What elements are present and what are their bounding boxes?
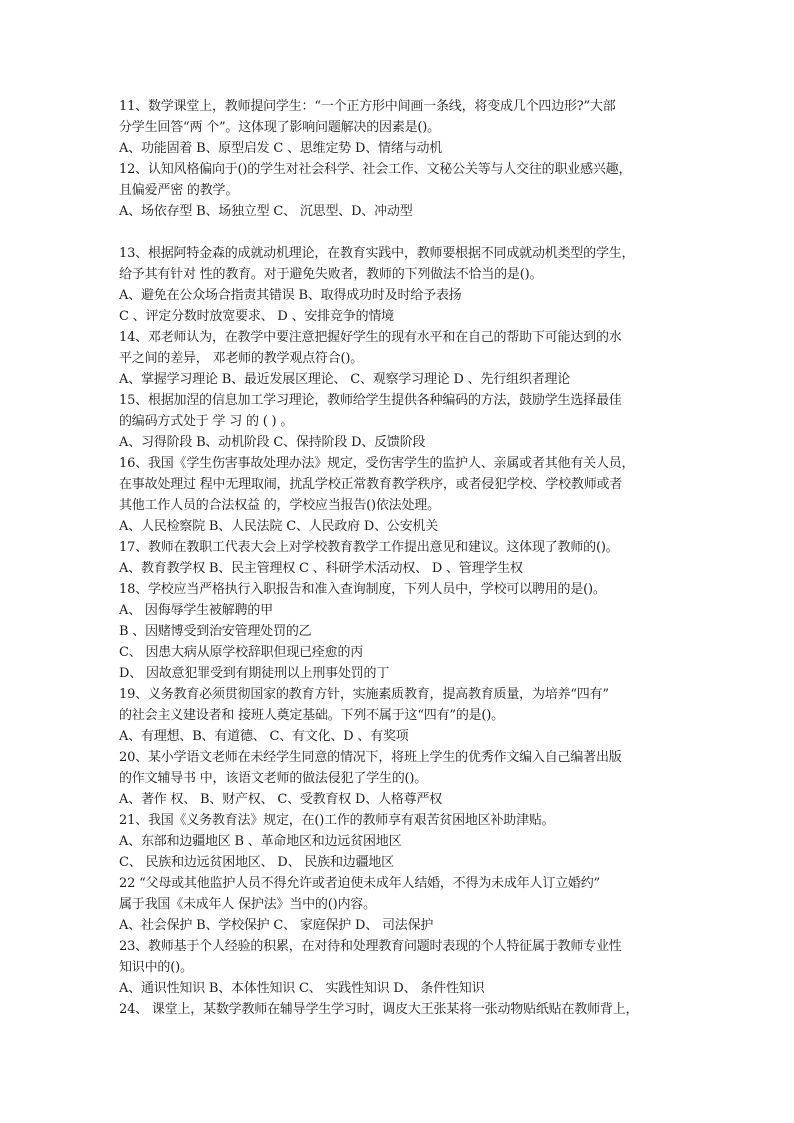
- text-line: A、功能固着 B、原型启发 C 、思维定势 D、情绪与动机: [119, 141, 443, 156]
- text-line: C 、评定分数时放宽要求、 D 、安排竞争的情境: [119, 309, 394, 324]
- text-line: 其他工作人员的合法权益 的，学校应当报告()依法处理。: [119, 498, 440, 513]
- text-line: 且偏爱严密 的教学。: [119, 183, 239, 198]
- document-page: [119, 96, 685, 1020]
- text-line: 在事故处理过 程中无理取闹，扰乱学校正常教育教学秩序，或者侵犯学校、学校教师或者: [119, 477, 623, 492]
- text-line: A、教育教学权 B、民主管理权 C 、科研学术活动权、 D 、管理学生权: [119, 561, 523, 576]
- text-line: 19、义务教育必须贯彻国家的教育方针，实施素质教育，提高教育质量，为培养“四有”: [119, 687, 609, 702]
- text-line: 分学生回答“两 个”。这体现了影响问题解决的因素是()。: [119, 120, 440, 135]
- text-line: A、人民检察院 B、人民法院 C、人民政府 D、公安机关: [119, 519, 439, 534]
- text-line: A、通识性知识 B、本体性知识 C、 实践性知识 D、 条件性知识: [119, 981, 485, 996]
- text-line: 的编码方式处于 学 习 的 ( ) 。: [119, 414, 294, 429]
- text-line: D、 因故意犯罪受到有期徒刑以上刑事处罚的丁: [119, 666, 390, 681]
- text-line: 的作文辅导书 中，该语文老师的做法侵犯了学生的()。: [119, 771, 428, 786]
- text-line: 22 “父母或其他监护人员不得允许或者迫使未成年人结婚，不得为未成年人订立婚约”: [119, 876, 600, 891]
- text-line: 的社会主义建设者和 接班人奠定基础。下列不属于这“四有”的是()。: [119, 708, 504, 723]
- text-line: 属于我国《未成年人 保护法》当中的()内容。: [119, 897, 376, 912]
- text-line: 24、 课堂上，某数学教师在辅导学生学习时，调皮大王张某将一张动物贴纸贴在教师背上，: [119, 1002, 639, 1017]
- text-line: A、习得阶段 B、动机阶段 C、保持阶段 D、反馈阶段: [119, 435, 426, 450]
- text-line: C、 民族和边远贫困地区、 D、 民族和边疆地区: [119, 855, 394, 870]
- text-line: 15、根据加涅的信息加工学习理论，教师给学生提供各种编码的方法，鼓励学生选择最佳: [119, 393, 622, 408]
- text-line: 知识中的()。: [119, 960, 193, 975]
- text-line: 14、邓老师认为，在教学中要注意把握好学生的现有水平和在自己的帮助下可能达到的水: [119, 330, 622, 345]
- text-line: 12、认知风格偏向于()的学生对社会科学、社会工作、文秘公关等与人交往的职业感兴趣，: [119, 162, 632, 177]
- text-line: 17、教师在教职工代表大会上对学校教育教学工作提出意见和建议。这体现了教师的()。: [119, 540, 619, 555]
- text-line: 11、数学课堂上，教师提问学生：“一个正方形中间画一条线，将变成几个四边形?”大部: [119, 99, 616, 114]
- blank-line: [119, 222, 685, 243]
- text-line: 23、教师基于个人经验的积累，在对待和处理教育问题时表现的个人特征属于教师专业性: [119, 939, 622, 954]
- text-line: B 、因赌博受到治安管理处罚的乙: [119, 624, 312, 639]
- text-line: A、场依存型 B、场独立型 C、 沉思型、D、冲动型: [119, 204, 413, 219]
- text-line: A、东部和边疆地区 B 、革命地区和边远贫困地区: [119, 834, 402, 849]
- text-line: A、著作 权、 B、财产权、 C、受教育权 D、人格尊严权: [119, 792, 443, 807]
- text-line: 18、学校应当严格执行入职报告和准入查询制度，下列人员中，学校可以聘用的是()。: [119, 582, 606, 597]
- text-line: 20、某小学语文老师在未经学生同意的情况下，将班上学生的优秀作文编入自己编著出版: [119, 750, 622, 765]
- text-line: 13、根据阿特金森的成就动机理论，在教育实践中，教师要根据不同成就动机类型的学生，: [119, 246, 635, 261]
- text-line: 平之间的差异， 邓老师的教学观点符合()。: [119, 351, 364, 366]
- text-line: 21、我国《义务教育法》规定，在()工作的教师享有艰苦贫困地区补助津贴。: [119, 813, 555, 828]
- text-line: A、 因侮辱学生被解聘的甲: [119, 603, 273, 618]
- text-line: A、社会保护 B、学校保护 C、 家庭保护 D、 司法保护: [119, 918, 434, 933]
- text-line: 16、我国《学生伤害事故处理办法》规定，受伤害学生的监护人、亲属或者其他有关人员，: [119, 456, 635, 471]
- text-line: A、避免在公众场合指责其错误 B、取得成功时及时给予表扬: [119, 288, 462, 303]
- text-line: 给予其有针对 性的教育。对于避免失败者，教师的下列做法不恰当的是()。: [119, 267, 543, 282]
- text-line: A、掌握学习理论 B、最近发展区理论、 C、观察学习理论 D 、先行组织者理论: [119, 372, 571, 387]
- text-line: A、有理想、B、有道德、 C、有文化、D 、有奖项: [119, 729, 409, 744]
- text-line: C、 因患大病从原学校辞职但现已痊愈的丙: [119, 645, 364, 660]
